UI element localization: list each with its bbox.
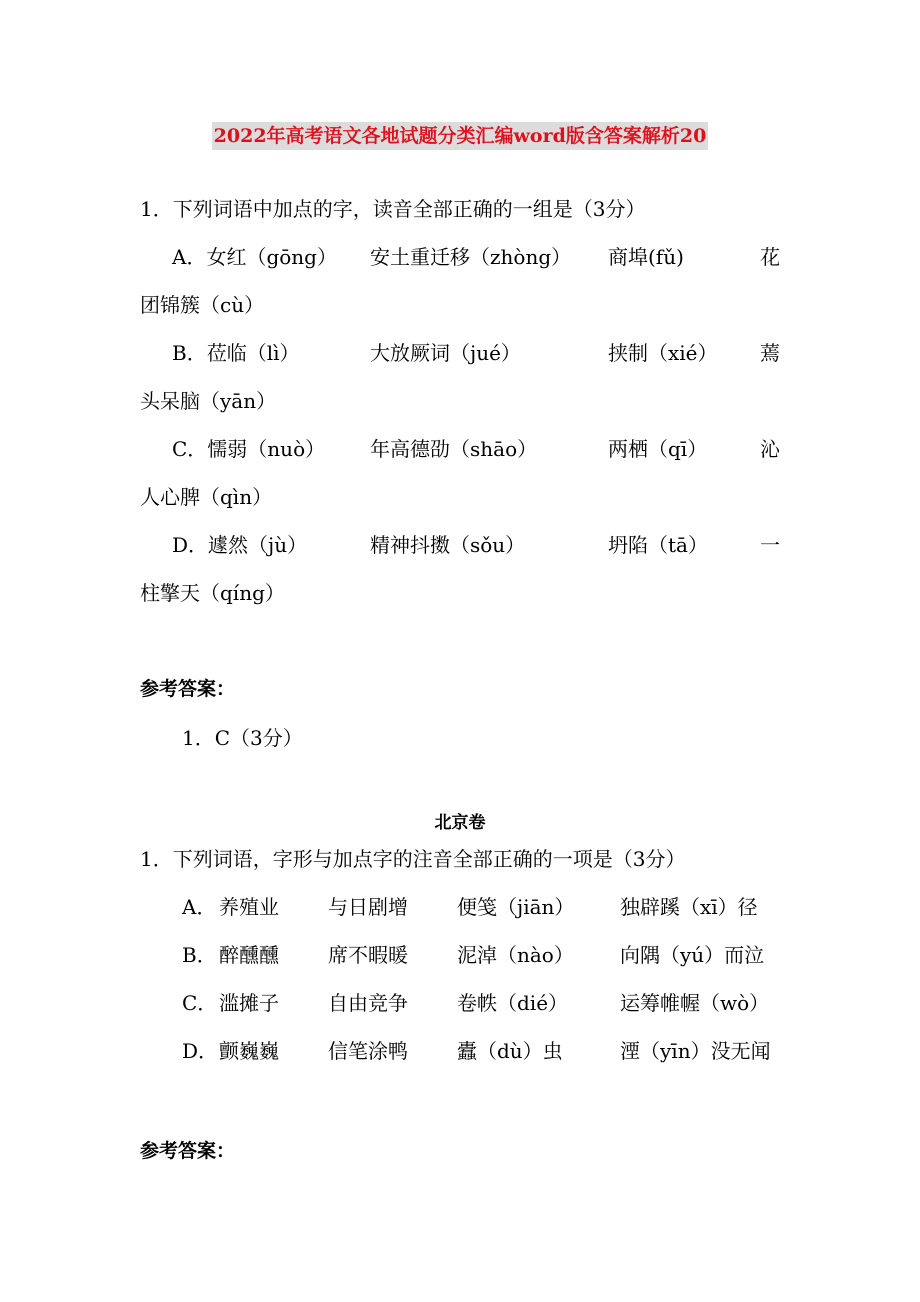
q1-option-b-c2: 大放厥词（jué）	[370, 341, 521, 365]
q1-option-c-wrap: 人心脾（qìn）	[140, 485, 273, 509]
q2-option-c-label: C．	[182, 991, 218, 1015]
q2-option-b-label: B．	[182, 943, 217, 967]
q2-option-d-c1: 颤巍巍	[219, 1039, 279, 1063]
q2-option-a-c2: 与日剧增	[328, 895, 408, 919]
q1-option-d-wrap: 柱擎天（qíng）	[140, 581, 285, 605]
q1-stem: 1．下列词语中加点的字，读音全部正确的一组是（3分）	[140, 197, 646, 221]
q2-option-b-c2: 席不暇暖	[328, 943, 408, 967]
q2-option-d-c3: 蠹（dù）虫	[457, 1039, 563, 1063]
q2-option-b-c1: 醉醺醺	[219, 943, 279, 967]
q1-option-c-c4: 沁	[760, 437, 780, 461]
q2-option-a-c3: 便笺（jiān）	[457, 895, 575, 919]
q2-option-b-c4: 向隅（yú）而泣	[620, 943, 765, 967]
q1-option-c-c2: 年高德劭（shāo）	[370, 437, 538, 461]
q2-option-c-c3: 卷帙（dié）	[457, 991, 569, 1015]
q1-option-b-c4: 蔫	[760, 341, 780, 365]
q2-option-c-c4: 运筹帷幄（wò）	[620, 991, 770, 1015]
q1-option-d-label: D．遽然（jù）	[172, 533, 308, 557]
q2-option-c-c2: 自由竞争	[328, 991, 408, 1015]
q2-stem: 1．下列词语，字形与加点字的注音全部正确的一项是（3分）	[140, 847, 686, 871]
document-title-text: 2022年高考语文各地试题分类汇编word版含答案解析20	[212, 122, 709, 150]
q1-answer: 1．C（3分）	[182, 726, 303, 750]
q2-option-a-c4: 独辟蹊（xī）径	[620, 895, 758, 919]
section-title: 北京卷	[434, 813, 486, 833]
q2-option-a-c1: 养殖业	[219, 895, 279, 919]
q1-option-b-label: B．莅临（lì）	[172, 341, 300, 365]
q1-option-b-wrap: 头呆脑（yān）	[140, 389, 277, 413]
q2-option-b-c3: 泥淖（nào）	[457, 943, 574, 967]
q1-option-a-c3: 商埠(fǔ)	[608, 245, 684, 269]
q1-option-c-c3: 两栖（qī）	[608, 437, 708, 461]
q2-option-d-c4: 湮（yīn）没无闻	[620, 1039, 771, 1063]
q1-option-d-c4: 一	[760, 533, 780, 557]
q1-option-d-c2: 精神抖擞（sǒu）	[370, 533, 526, 557]
q1-answer-heading: 参考答案：	[140, 678, 236, 700]
q2-option-a-label: A．	[182, 895, 217, 919]
q2-option-c-c1: 滥摊子	[219, 991, 279, 1015]
q1-option-a-c2: 安土重迁移（zhòng）	[370, 245, 572, 269]
q2-answer-heading: 参考答案：	[140, 1140, 236, 1162]
document-title	[0, 122, 920, 150]
q1-option-b-c3: 挟制（xié）	[608, 341, 718, 365]
q1-option-d-c3: 坍陷（tā）	[608, 533, 708, 557]
q1-option-a-c4: 花	[760, 245, 780, 269]
q1-option-c-label: C．懦弱（nuò）	[172, 437, 326, 461]
q1-option-a-wrap: 团锦簇（cù）	[140, 293, 265, 317]
q1-option-a-label: A．女红（gōng）	[172, 245, 337, 269]
q2-option-d-label: D．	[182, 1039, 219, 1063]
q2-option-d-c2: 信笔涂鸭	[328, 1039, 408, 1063]
